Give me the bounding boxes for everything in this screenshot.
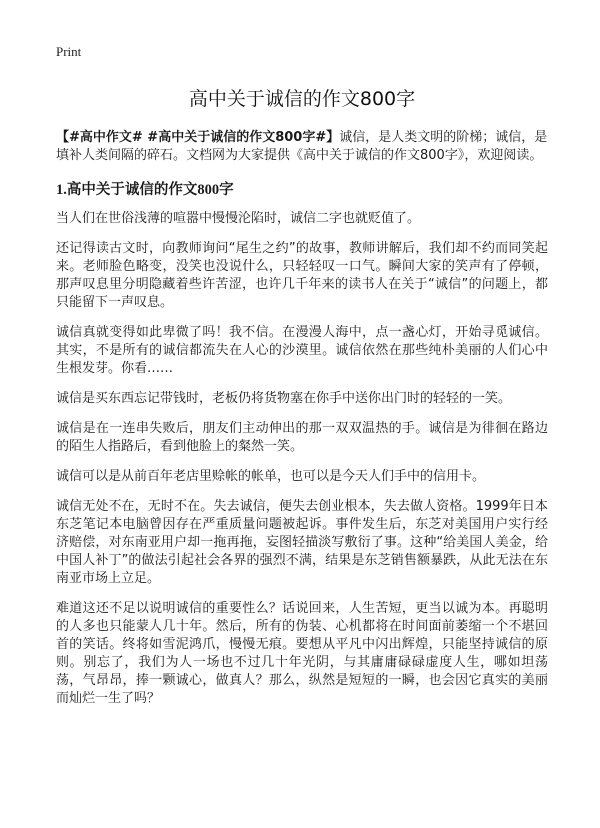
- intro-text: 诚信，是人类文明的阶梯；诚信，是填补人类间隔的碎石。文档网为大家提供《高中关于诚信的作文800字》，欢迎阅读。: [56, 130, 548, 163]
- paragraph: 诚信是在一连串失败后，朋友们主动伸出的那一双双温热的手。诚信是为徘徊在路边的陌生人指路后，看到他脸上的粲然一笑。: [56, 421, 548, 454]
- paragraph: 诚信无处不在，无时不在。失去诚信，便失去创业根本，失去做人资格。1999年日本东芝笔记本电脑曾因存在严重质量问题被起诉。事件发生后，东芝对美国用户实行经济赔偿，对东南亚用户却一拖再拖，妄图轻描淡写敷衍了事。这种“给美国人美金，给中国人补丁”的做法引起社会各界的强烈不满，结果是东芝销售额暴跌，从此无法在东南亚市场上立足。: [56, 499, 548, 586]
- paragraph: 难道这还不足以说明诚信的重要性么？话说回来，人生苦短，更当以诚为本。再聪明的人多也只能蒙人几十年。然后，所有的伪装、心机都将在时间面前萎缩一个不堪回首的笑话。终将如雪泥鸿爪，慢慢无痕。要想从平凡中闪出辉煌，只能坚持诚信的原则。别忘了，我们为人一场也不过几十年光阴，与其庸庸碌碌虚度人生，哪如坦荡荡，气昂昂，捧一颗诚心，做真人？那么，纵然是短短的一瞬，也会因它真实的美丽而灿烂一生了吗？: [56, 601, 548, 706]
- intro-tags: 【#高中作文# #高中关于诚信的作文800字#】: [56, 130, 340, 145]
- paragraph: 诚信是买东西忘记带钱时，老板仍将货物塞在你手中送你出门时的轻轻的一笑。: [56, 391, 512, 406]
- print-label: Print: [56, 44, 82, 59]
- paragraph: 还记得读古文时，向教师询问“尾生之约”的故事，教师讲解后，我们却不约而同笑起来。老师脸色略变，没笑也没说什么，只轻轻叹一口气。瞬间大家的笑声有了停顿，那声叹息里分明隐藏着些许苦涩，也许几千年来的读书人在关于“诚信”的问题上，都只能留下一声叹息。: [56, 241, 548, 310]
- article-title: 高中关于诚信的作文800字: [188, 88, 416, 110]
- intro-paragraph: [56, 129, 548, 165]
- paragraph: 当人们在世俗浅薄的喧嚣中慢慢沦陷时，诚信二字也就贬值了。: [56, 211, 421, 226]
- paragraph: 诚信真就变得如此卑微了吗！我不信。在漫漫人海中，点一盏心灯，开始寻觅诚信。其实，不是所有的诚信都流失在人心的沙漠里。诚信依然在那些纯朴美丽的人们心中生根发芽。你看……: [56, 325, 548, 376]
- paragraph: 诚信可以是从前百年老店里赊帐的帐单，也可以是今天人们手中的信用卡。: [56, 469, 486, 484]
- section-title: 1.高中关于诚信的作文800字: [56, 182, 234, 198]
